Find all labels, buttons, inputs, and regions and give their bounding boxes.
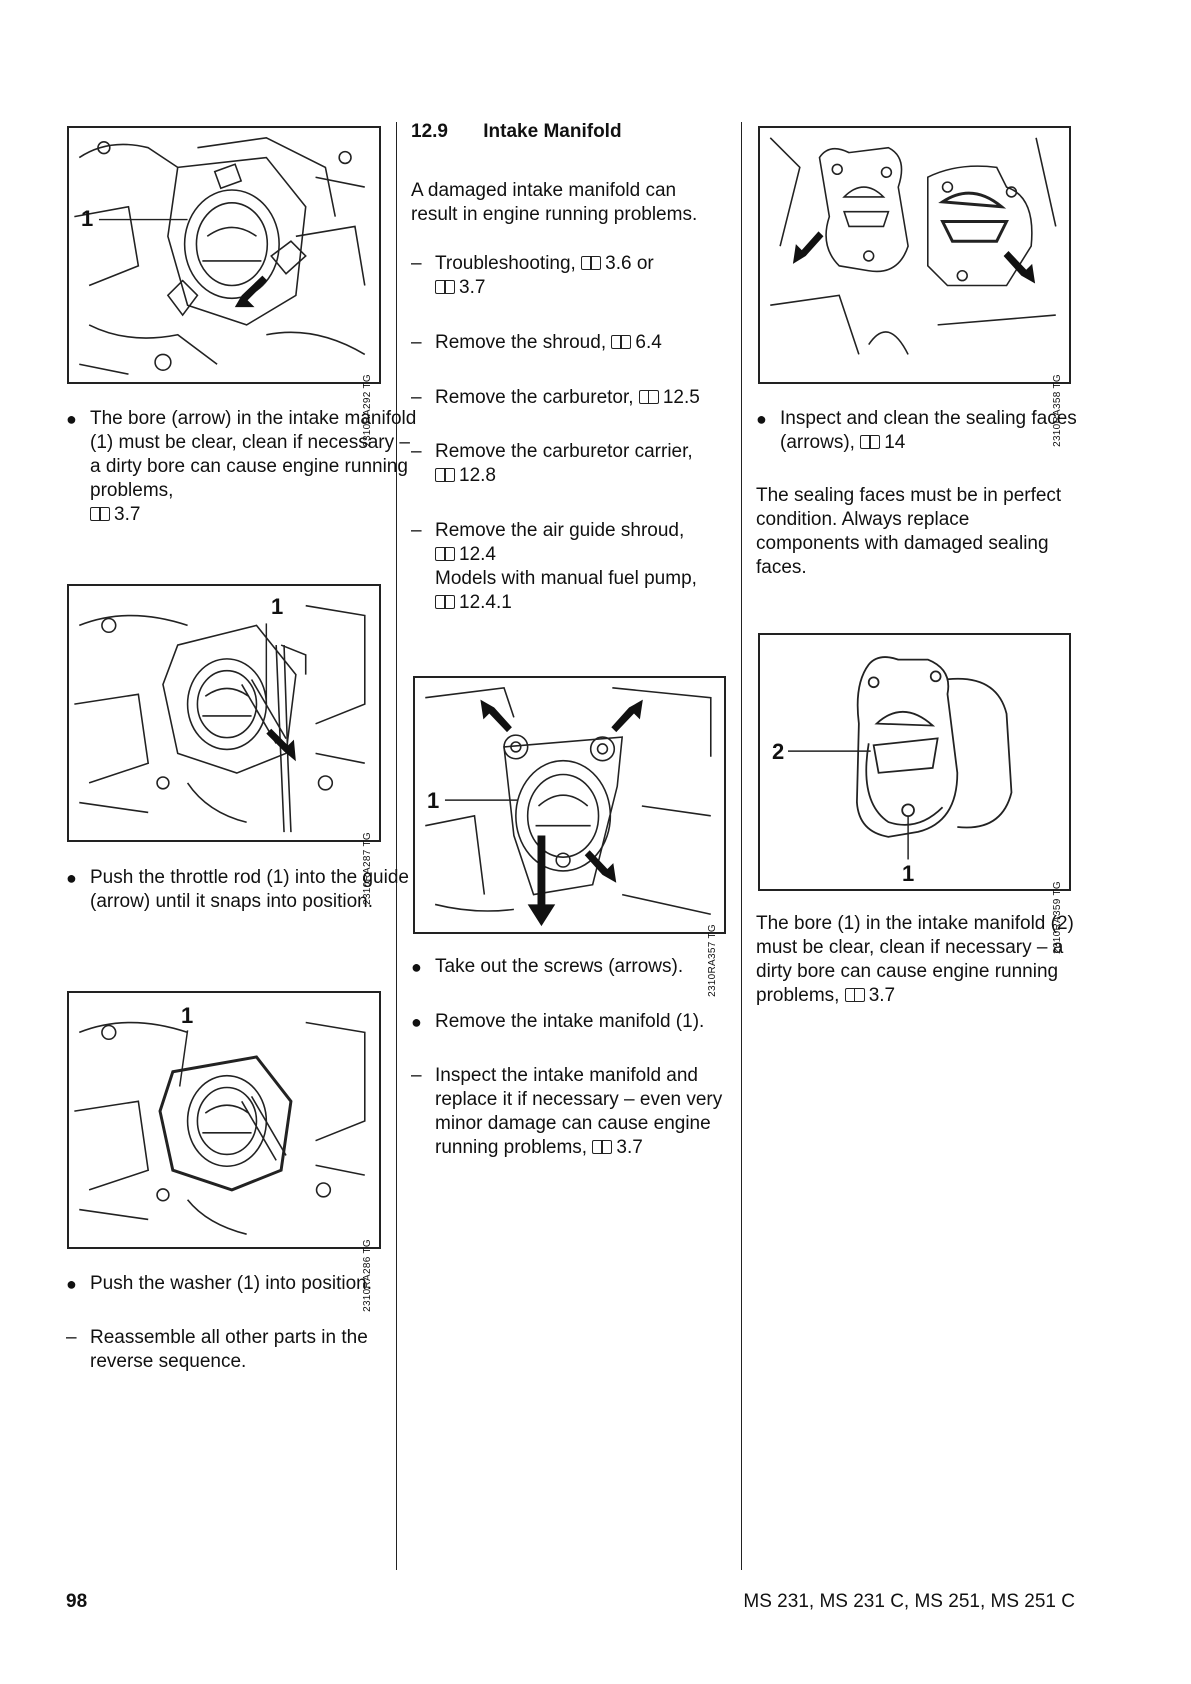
figure-callout: 1 — [271, 594, 284, 619]
section-heading — [411, 121, 622, 143]
figure-callout: 1 — [81, 206, 94, 231]
instruction-reassemble: – Reassemble all other parts in the reverse sequence. — [66, 1327, 368, 1372]
step-remove-air-guide-shroud: – Remove the air guide shroud, 12.4 Models with manual fuel pump, 12.4.1 — [411, 520, 697, 613]
instruction-take-out-screws: ● Take out the screws (arrows). — [411, 956, 684, 977]
step-troubleshooting: – Troubleshooting, 3.6 or 3.7 — [411, 253, 654, 298]
figure-code: 2310RA292 TG — [362, 374, 373, 447]
book-icon — [611, 335, 631, 349]
step-remove-carburetor: – Remove the carburetor, 12.5 — [411, 387, 700, 408]
dash-marker: – — [66, 1327, 77, 1348]
page-ref: 3.6 or — [605, 253, 654, 274]
figure-callout: 1 — [427, 788, 440, 813]
page-ref: 3.7 — [616, 1137, 643, 1158]
dash-marker: – — [411, 441, 422, 462]
figure-code: 2310RA286 TG — [362, 1239, 373, 1312]
throttle-rod-drawing — [69, 586, 379, 840]
footer-models: MS 231, MS 231 C, MS 251, MS 251 C — [743, 1591, 1075, 1612]
page-ref: 14 — [884, 432, 906, 453]
book-icon — [860, 435, 880, 449]
book-icon — [90, 507, 110, 521]
sealing-faces-paragraph: The sealing faces must be in perfect condition. Always replace components with damaged sealing faces. — [756, 485, 1062, 578]
instruction-inspect-manifold: – Inspect the intake manifold and replace it if necessary – even very minor damage can cause engine running problems, 3.7 — [411, 1065, 723, 1158]
book-icon — [435, 280, 455, 294]
manifold-bore-drawing — [760, 635, 1069, 889]
page-ref: 12.8 — [459, 465, 496, 486]
figure-callout: 1 — [181, 1003, 194, 1028]
step-remove-shroud: – Remove the shroud, 6.4 — [411, 332, 662, 353]
page-ref: 12.5 — [662, 387, 700, 408]
figure-code: 2310RA359 TG — [1052, 881, 1063, 954]
dash-marker: – — [411, 1065, 422, 1086]
step-remove-carburetor-carrier: – Remove the carburetor carrier, 12.8 — [411, 441, 693, 486]
instruction-throttle-rod: ● Push the throttle rod (1) into the guide (arrow) until it snaps into position. — [66, 867, 409, 912]
figure-code: 2310RA357 TG — [707, 924, 718, 997]
instruction-remove-manifold: ● Remove the intake manifold (1). — [411, 1011, 705, 1032]
intro-paragraph: A damaged intake manifold can result in engine running problems. — [411, 180, 698, 225]
sealing-faces-drawing — [760, 128, 1069, 382]
bullet-marker: ● — [756, 409, 767, 429]
figure-code: 2310RA358 TG — [1052, 374, 1063, 447]
page-ref: 6.4 — [635, 332, 662, 353]
book-icon — [845, 988, 865, 1002]
section-number: 12.9 — [411, 121, 448, 142]
book-icon — [592, 1140, 612, 1154]
figure-manifold-bore — [758, 633, 1071, 954]
figure-code: 2310RA287 TG — [362, 832, 373, 905]
book-icon — [435, 595, 455, 609]
book-icon — [435, 547, 455, 561]
book-icon — [581, 256, 601, 270]
bore-check-paragraph: The bore (1) in the intake manifold (2) must be clear, clean if necessary – a dirty bore can cause engine running problems, 3.7 — [756, 913, 1074, 1006]
dash-marker: – — [411, 253, 422, 274]
bullet-marker: ● — [411, 1012, 422, 1032]
dash-marker: – — [411, 387, 422, 408]
dash-marker: – — [411, 520, 422, 541]
dash-marker: – — [411, 332, 422, 353]
figure-callout-1: 1 — [902, 861, 915, 886]
book-icon — [639, 390, 659, 404]
figure-callout-2: 2 — [772, 739, 785, 764]
page-ref: 3.7 — [868, 985, 896, 1006]
section-title: Intake Manifold — [483, 121, 622, 142]
figure-intake-bore — [67, 126, 381, 447]
instruction-washer: ● Push the washer (1) into position. — [66, 1273, 372, 1294]
page-ref: 12.4.1 — [459, 592, 512, 613]
intake-bore-drawing — [69, 128, 379, 382]
washer-drawing — [69, 993, 379, 1247]
page-ref: 3.7 — [459, 277, 486, 298]
bullet-marker: ● — [66, 1274, 77, 1294]
instruction-inspect-sealing-faces: ● Inspect and clean the sealing faces (arrows), 14 — [756, 408, 1077, 453]
bullet-marker: ● — [411, 957, 422, 977]
manifold-screws-drawing — [415, 678, 724, 932]
instruction-bore-check: ● The bore (arrow) in the intake manifold (1) must be clear, clean if necessary – a dirty bore can cause engine running problems, 3.7 — [66, 408, 417, 525]
bullet-marker: ● — [66, 868, 77, 888]
book-icon — [435, 468, 455, 482]
page-ref: 3.7 — [114, 504, 141, 525]
page-number: 98 — [66, 1591, 88, 1612]
bullet-marker: ● — [66, 409, 77, 429]
page-ref: 12.4 — [459, 544, 496, 565]
